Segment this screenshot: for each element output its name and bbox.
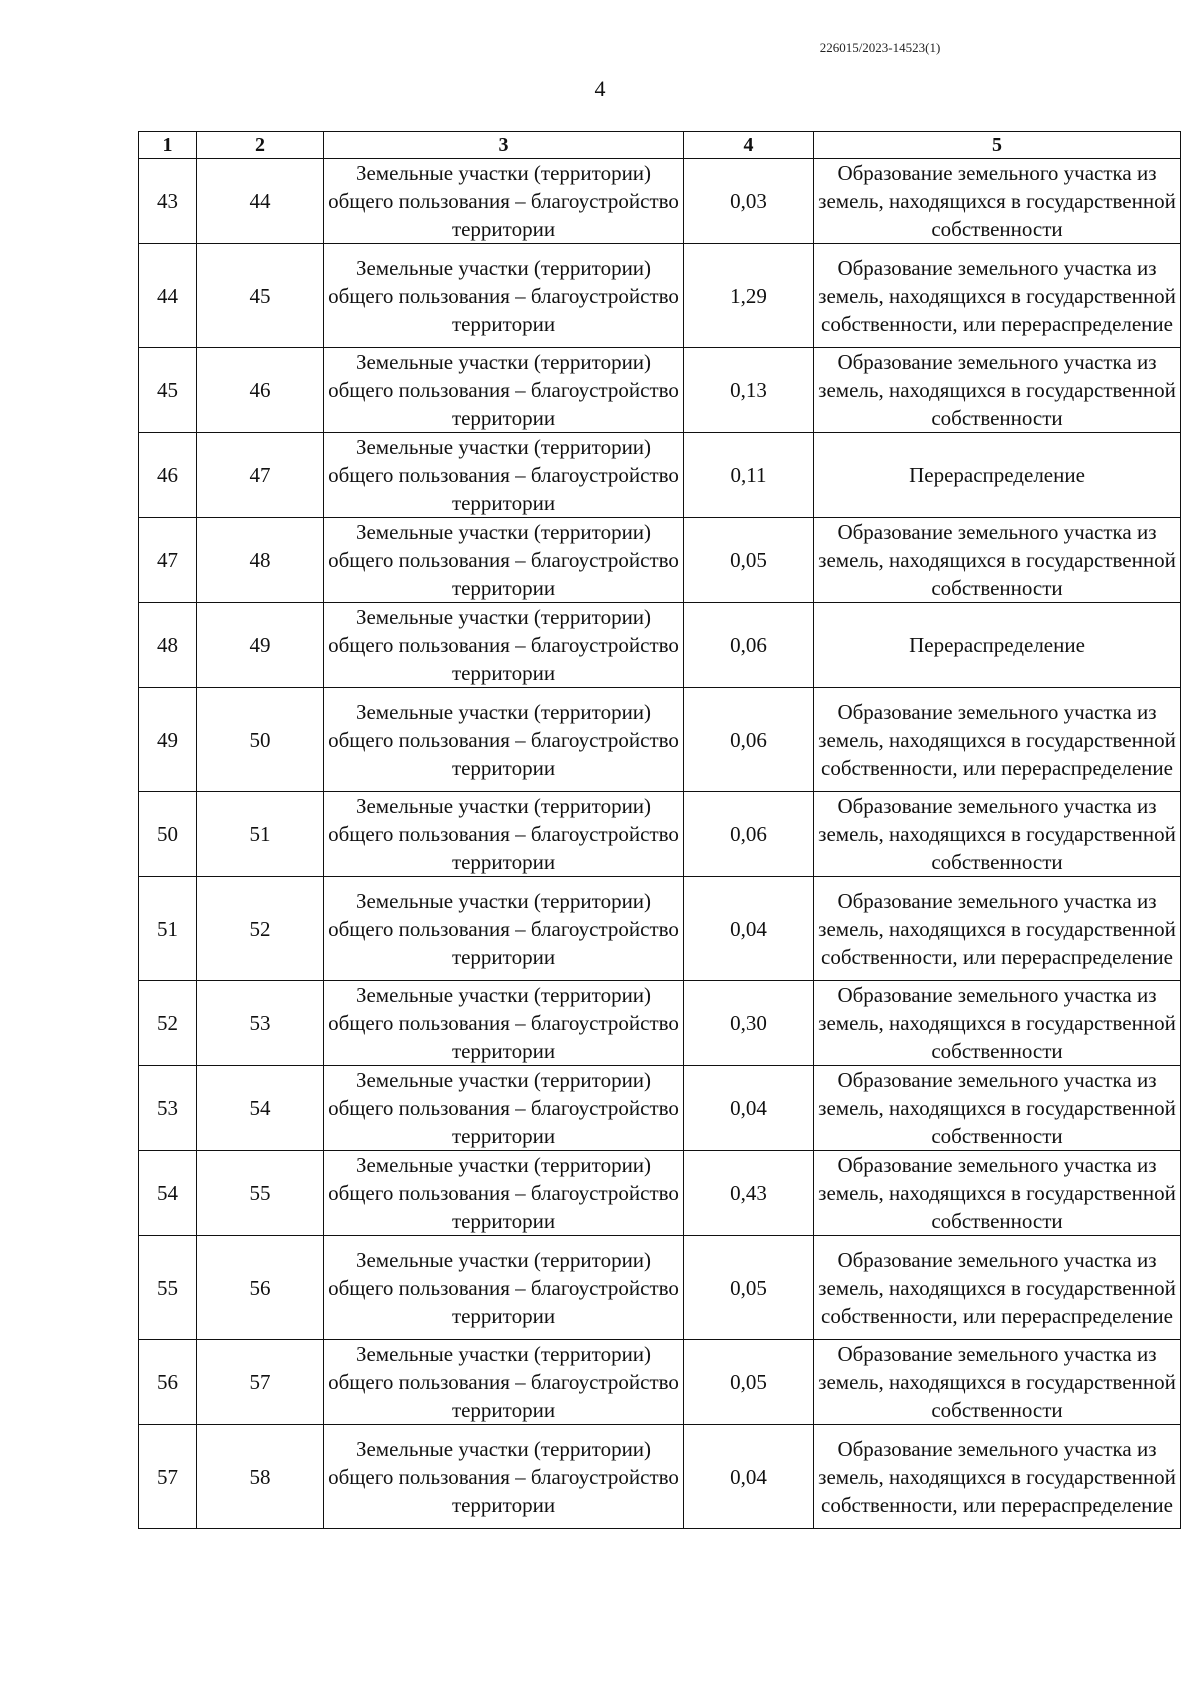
cell-c1: 52 — [139, 981, 197, 1066]
table-row — [139, 433, 1181, 518]
cell-c2: 44 — [197, 159, 324, 244]
table-row — [139, 1425, 1181, 1529]
cell-c2: 53 — [197, 981, 324, 1066]
table-row — [139, 1340, 1181, 1425]
cell-c2: 55 — [197, 1151, 324, 1236]
cell-c1: 44 — [139, 244, 197, 348]
cell-c5: Перераспределение — [814, 603, 1181, 688]
table-row — [139, 348, 1181, 433]
cell-c4: 0,05 — [684, 1340, 814, 1425]
cell-c4: 0,05 — [684, 1236, 814, 1340]
cell-c4: 0,13 — [684, 348, 814, 433]
cell-c4: 0,05 — [684, 518, 814, 603]
cell-c3: Земельные участки (территории) общего пользования – благоустройство территории — [324, 1236, 684, 1340]
table-row — [139, 603, 1181, 688]
cell-c1: 50 — [139, 792, 197, 877]
cell-c3: Земельные участки (территории) общего пользования – благоустройство территории — [324, 1151, 684, 1236]
cell-c5: Образование земельного участка из земель, находящихся в государственной собственности, или перераспределение — [814, 1425, 1181, 1529]
cell-c1: 45 — [139, 348, 197, 433]
cell-c1: 43 — [139, 159, 197, 244]
cell-c1: 46 — [139, 433, 197, 518]
cell-c5: Образование земельного участка из земель, находящихся в государственной собственности — [814, 348, 1181, 433]
cell-c1: 48 — [139, 603, 197, 688]
cell-c2: 56 — [197, 1236, 324, 1340]
cell-c3: Земельные участки (территории) общего пользования – благоустройство территории — [324, 433, 684, 518]
table-row — [139, 1236, 1181, 1340]
page-number: 4 — [594, 76, 606, 101]
table-row — [139, 877, 1181, 981]
cell-c4: 1,29 — [684, 244, 814, 348]
cell-c2: 46 — [197, 348, 324, 433]
cell-c2: 47 — [197, 433, 324, 518]
cell-c4: 0,06 — [684, 792, 814, 877]
column-header-4: 4 — [684, 132, 814, 159]
cell-c3: Земельные участки (территории) общего пользования – благоустройство территории — [324, 348, 684, 433]
cell-c3: Земельные участки (территории) общего пользования – благоустройство территории — [324, 1340, 684, 1425]
cell-c4: 0,06 — [684, 603, 814, 688]
cell-c2: 57 — [197, 1340, 324, 1425]
cell-c5: Образование земельного участка из земель, находящихся в государственной собственности — [814, 981, 1181, 1066]
cell-c1: 49 — [139, 688, 197, 792]
cell-c5: Образование земельного участка из земель, находящихся в государственной собственности — [814, 1066, 1181, 1151]
cell-c3: Земельные участки (территории) общего пользования – благоустройство территории — [324, 688, 684, 792]
cell-c3: Земельные участки (территории) общего пользования – благоустройство территории — [324, 792, 684, 877]
cell-c3: Земельные участки (территории) общего пользования – благоустройство территории — [324, 159, 684, 244]
cell-c3: Земельные участки (территории) общего пользования – благоустройство территории — [324, 1425, 684, 1529]
table-row — [139, 981, 1181, 1066]
table-row — [139, 1066, 1181, 1151]
cell-c5: Образование земельного участка из земель, находящихся в государственной собственности — [814, 1340, 1181, 1425]
table-row — [139, 159, 1181, 244]
land-plots-table — [138, 131, 1181, 1529]
cell-c2: 48 — [197, 518, 324, 603]
cell-c2: 54 — [197, 1066, 324, 1151]
cell-c5: Образование земельного участка из земель, находящихся в государственной собственности, или перераспределение — [814, 688, 1181, 792]
cell-c5: Образование земельного участка из земель, находящихся в государственной собственности — [814, 159, 1181, 244]
table-row — [139, 792, 1181, 877]
cell-c4: 0,04 — [684, 1066, 814, 1151]
document-number: 226015/2023-14523(1) — [819, 40, 941, 55]
cell-c2: 52 — [197, 877, 324, 981]
cell-c5: Образование земельного участка из земель, находящихся в государственной собственности, или перераспределение — [814, 877, 1181, 981]
table-body — [139, 159, 1181, 1529]
cell-c3: Земельные участки (территории) общего пользования – благоустройство территории — [324, 244, 684, 348]
cell-c4: 0,03 — [684, 159, 814, 244]
cell-c1: 53 — [139, 1066, 197, 1151]
cell-c1: 47 — [139, 518, 197, 603]
cell-c5: Образование земельного участка из земель, находящихся в государственной собственности, или перераспределение — [814, 1236, 1181, 1340]
cell-c2: 51 — [197, 792, 324, 877]
cell-c1: 55 — [139, 1236, 197, 1340]
cell-c2: 45 — [197, 244, 324, 348]
column-header-5: 5 — [814, 132, 1181, 159]
cell-c2: 50 — [197, 688, 324, 792]
cell-c5: Образование земельного участка из земель, находящихся в государственной собственности — [814, 792, 1181, 877]
cell-c1: 57 — [139, 1425, 197, 1529]
cell-c2: 58 — [197, 1425, 324, 1529]
cell-c5: Образование земельного участка из земель, находящихся в государственной собственности — [814, 518, 1181, 603]
table-header-row — [139, 132, 1181, 159]
table-row — [139, 244, 1181, 348]
cell-c3: Земельные участки (территории) общего пользования – благоустройство территории — [324, 1066, 684, 1151]
table-row — [139, 518, 1181, 603]
cell-c4: 0,04 — [684, 877, 814, 981]
cell-c4: 0,11 — [684, 433, 814, 518]
cell-c3: Земельные участки (территории) общего пользования – благоустройство территории — [324, 518, 684, 603]
table-row — [139, 688, 1181, 792]
cell-c4: 0,30 — [684, 981, 814, 1066]
cell-c5: Образование земельного участка из земель, находящихся в государственной собственности — [814, 1151, 1181, 1236]
cell-c1: 51 — [139, 877, 197, 981]
column-header-3: 3 — [324, 132, 684, 159]
column-header-2: 2 — [197, 132, 324, 159]
cell-c4: 0,06 — [684, 688, 814, 792]
cell-c3: Земельные участки (территории) общего пользования – благоустройство территории — [324, 981, 684, 1066]
cell-c5: Перераспределение — [814, 433, 1181, 518]
cell-c4: 0,04 — [684, 1425, 814, 1529]
cell-c4: 0,43 — [684, 1151, 814, 1236]
cell-c5: Образование земельного участка из земель, находящихся в государственной собственности, или перераспределение — [814, 244, 1181, 348]
table-row — [139, 1151, 1181, 1236]
cell-c1: 54 — [139, 1151, 197, 1236]
cell-c3: Земельные участки (территории) общего пользования – благоустройство территории — [324, 603, 684, 688]
cell-c3: Земельные участки (территории) общего пользования – благоустройство территории — [324, 877, 684, 981]
cell-c2: 49 — [197, 603, 324, 688]
column-header-1: 1 — [139, 132, 197, 159]
cell-c1: 56 — [139, 1340, 197, 1425]
